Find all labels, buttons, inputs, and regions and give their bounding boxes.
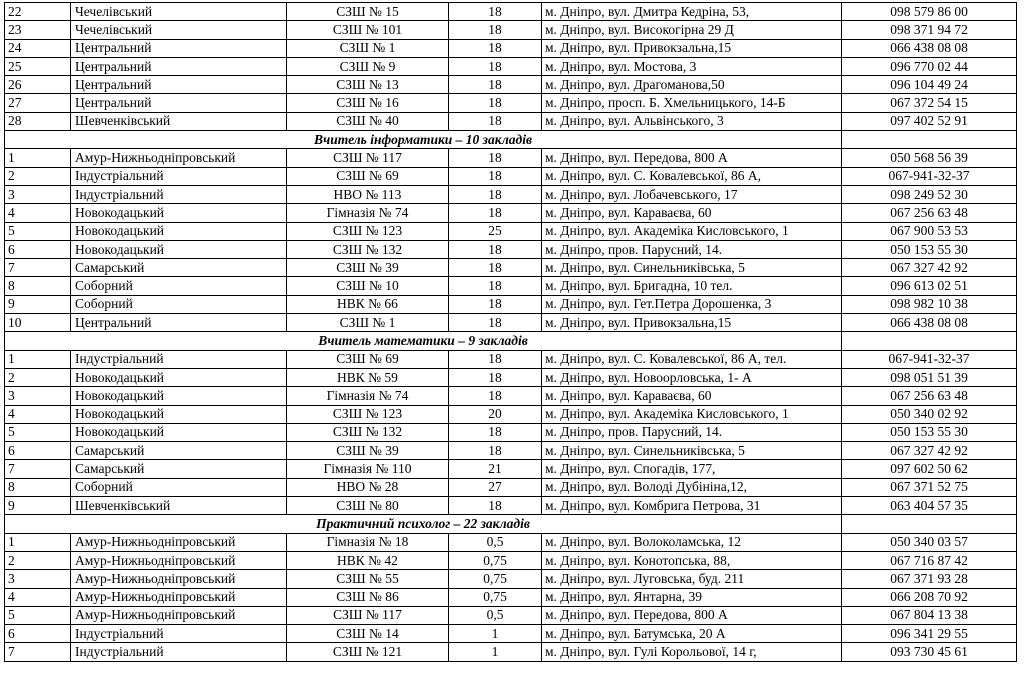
vacancies-table <box>4 2 1017 662</box>
phone-cell: 067 371 52 75 <box>842 478 1017 496</box>
school-cell: СЗШ № 86 <box>287 588 449 606</box>
address-cell: м. Дніпро, вул. Спогадів, 177, <box>542 460 842 478</box>
address-cell: м. Дніпро, вул. Лобачевського, 17 <box>542 185 842 203</box>
phone-cell: 098 051 51 39 <box>842 368 1017 386</box>
school-cell: Гімназія № 18 <box>287 533 449 551</box>
phone-cell: 063 404 57 35 <box>842 497 1017 515</box>
address-cell: м. Дніпро, вул. Конотопська, 88, <box>542 551 842 569</box>
table-row <box>5 423 1017 441</box>
hours-cell: 18 <box>449 423 542 441</box>
address-cell: м. Дніпро, вул. Альвінського, 3 <box>542 112 842 130</box>
address-cell: м. Дніпро, вул. Мостова, 3 <box>542 57 842 75</box>
address-cell: м. Дніпро, вул. Гет.Петра Дорошенка, 3 <box>542 295 842 313</box>
hours-cell: 27 <box>449 478 542 496</box>
district-cell: Амур-Нижньодніпровський <box>71 149 287 167</box>
hours-cell: 0,75 <box>449 588 542 606</box>
hours-cell: 18 <box>449 277 542 295</box>
row-number: 22 <box>5 3 71 21</box>
address-cell: м. Дніпро, вул. Бригадна, 10 тел. <box>542 277 842 295</box>
district-cell: Шевченківський <box>71 112 287 130</box>
hours-cell: 0,5 <box>449 606 542 624</box>
school-cell: СЗШ № 69 <box>287 167 449 185</box>
address-cell: м. Дніпро, вул. Новоорловська, 1- А <box>542 368 842 386</box>
table-row <box>5 405 1017 423</box>
row-number: 5 <box>5 423 71 441</box>
school-cell: СЗШ № 117 <box>287 149 449 167</box>
table-row <box>5 368 1017 386</box>
phone-cell: 097 602 50 62 <box>842 460 1017 478</box>
section-heading-empty-cell <box>842 515 1017 533</box>
table-row <box>5 588 1017 606</box>
table-row <box>5 57 1017 75</box>
hours-cell: 0,5 <box>449 533 542 551</box>
school-cell: НВО № 113 <box>287 185 449 203</box>
row-number: 7 <box>5 259 71 277</box>
table-row <box>5 442 1017 460</box>
table-row <box>5 533 1017 551</box>
school-cell: Гімназія № 74 <box>287 204 449 222</box>
hours-cell: 18 <box>449 149 542 167</box>
phone-cell: 096 104 49 24 <box>842 76 1017 94</box>
row-number: 6 <box>5 240 71 258</box>
table-row <box>5 222 1017 240</box>
address-cell: м. Дніпро, вул. Комбрига Петрова, 31 <box>542 497 842 515</box>
table-row <box>5 497 1017 515</box>
district-cell: Соборний <box>71 478 287 496</box>
school-cell: Гімназія № 110 <box>287 460 449 478</box>
district-cell: Центральний <box>71 76 287 94</box>
row-number: 28 <box>5 112 71 130</box>
school-cell: СЗШ № 1 <box>287 314 449 332</box>
hours-cell: 18 <box>449 204 542 222</box>
school-cell: НВК № 42 <box>287 551 449 569</box>
row-number: 4 <box>5 204 71 222</box>
hours-cell: 1 <box>449 643 542 661</box>
district-cell: Чечелівський <box>71 3 287 21</box>
table-row <box>5 21 1017 39</box>
school-cell: СЗШ № 101 <box>287 21 449 39</box>
district-cell: Новокодацький <box>71 387 287 405</box>
school-cell: СЗШ № 1 <box>287 39 449 57</box>
address-cell: м. Дніпро, вул. Академіка Кисловського, 1 <box>542 405 842 423</box>
address-cell: м. Дніпро, вул. Привокзальна,15 <box>542 314 842 332</box>
row-number: 6 <box>5 625 71 643</box>
address-cell: м. Дніпро, вул. Караваєва, 60 <box>542 204 842 222</box>
district-cell: Шевченківський <box>71 497 287 515</box>
row-number: 26 <box>5 76 71 94</box>
hours-cell: 18 <box>449 314 542 332</box>
phone-cell: 097 402 52 91 <box>842 112 1017 130</box>
phone-cell: 066 208 70 92 <box>842 588 1017 606</box>
row-number: 4 <box>5 588 71 606</box>
address-cell: м. Дніпро, вул. Привокзальна,15 <box>542 39 842 57</box>
address-cell: м. Дніпро, вул. Передова, 800 А <box>542 149 842 167</box>
phone-cell: 096 770 02 44 <box>842 57 1017 75</box>
phone-cell: 067 327 42 92 <box>842 259 1017 277</box>
school-cell: СЗШ № 14 <box>287 625 449 643</box>
table-row <box>5 570 1017 588</box>
address-cell: м. Дніпро, вул. Волоколамська, 12 <box>542 533 842 551</box>
address-cell: м. Дніпро, вул. Батумська, 20 А <box>542 625 842 643</box>
district-cell: Новокодацький <box>71 240 287 258</box>
table-row <box>5 643 1017 661</box>
phone-cell: 066 438 08 08 <box>842 314 1017 332</box>
phone-cell: 096 613 02 51 <box>842 277 1017 295</box>
hours-cell: 18 <box>449 497 542 515</box>
district-cell: Центральний <box>71 39 287 57</box>
section-heading: Вчитель інформатики – 10 закладів <box>5 131 842 149</box>
phone-cell: 067-941-32-37 <box>842 350 1017 368</box>
table-row <box>5 185 1017 203</box>
table-row <box>5 3 1017 21</box>
hours-cell: 1 <box>449 625 542 643</box>
hours-cell: 18 <box>449 442 542 460</box>
row-number: 1 <box>5 533 71 551</box>
hours-cell: 18 <box>449 94 542 112</box>
row-number: 23 <box>5 21 71 39</box>
school-cell: СЗШ № 117 <box>287 606 449 624</box>
table-row <box>5 295 1017 313</box>
table-row <box>5 94 1017 112</box>
hours-cell: 18 <box>449 167 542 185</box>
hours-cell: 18 <box>449 39 542 57</box>
section-heading-empty-cell <box>842 332 1017 350</box>
row-number: 3 <box>5 185 71 203</box>
address-cell: м. Дніпро, вул. Дмитра Кедріна, 53, <box>542 3 842 21</box>
district-cell: Індустріальний <box>71 185 287 203</box>
hours-cell: 18 <box>449 368 542 386</box>
phone-cell: 067 256 63 48 <box>842 387 1017 405</box>
hours-cell: 18 <box>449 112 542 130</box>
row-number: 24 <box>5 39 71 57</box>
phone-cell: 050 153 55 30 <box>842 240 1017 258</box>
school-cell: СЗШ № 80 <box>287 497 449 515</box>
row-number: 4 <box>5 405 71 423</box>
table-row <box>5 314 1017 332</box>
row-number: 2 <box>5 551 71 569</box>
phone-cell: 050 340 02 92 <box>842 405 1017 423</box>
phone-cell: 067 372 54 15 <box>842 94 1017 112</box>
address-cell: м. Дніпро, вул. Синельниківська, 5 <box>542 259 842 277</box>
phone-cell: 066 438 08 08 <box>842 39 1017 57</box>
district-cell: Самарський <box>71 442 287 460</box>
hours-cell: 20 <box>449 405 542 423</box>
row-number: 3 <box>5 570 71 588</box>
district-cell: Індустріальний <box>71 625 287 643</box>
row-number: 10 <box>5 314 71 332</box>
phone-cell: 050 153 55 30 <box>842 423 1017 441</box>
school-cell: СЗШ № 15 <box>287 3 449 21</box>
hours-cell: 0,75 <box>449 551 542 569</box>
district-cell: Новокодацький <box>71 204 287 222</box>
table-row <box>5 167 1017 185</box>
section-heading-row <box>5 131 1017 149</box>
table-row <box>5 112 1017 130</box>
phone-cell: 067 256 63 48 <box>842 204 1017 222</box>
school-cell: Гімназія № 74 <box>287 387 449 405</box>
district-cell: Амур-Нижньодніпровський <box>71 606 287 624</box>
address-cell: м. Дніпро, вул. Високогірна 29 Д <box>542 21 842 39</box>
hours-cell: 18 <box>449 185 542 203</box>
district-cell: Новокодацький <box>71 368 287 386</box>
hours-cell: 18 <box>449 21 542 39</box>
district-cell: Соборний <box>71 277 287 295</box>
row-number: 27 <box>5 94 71 112</box>
school-cell: СЗШ № 40 <box>287 112 449 130</box>
school-cell: СЗШ № 132 <box>287 240 449 258</box>
address-cell: м. Дніпро, вул. Гулі Корольової, 14 г, <box>542 643 842 661</box>
row-number: 3 <box>5 387 71 405</box>
row-number: 6 <box>5 442 71 460</box>
phone-cell: 093 730 45 61 <box>842 643 1017 661</box>
table-row <box>5 625 1017 643</box>
phone-cell: 067-941-32-37 <box>842 167 1017 185</box>
district-cell: Чечелівський <box>71 21 287 39</box>
address-cell: м. Дніпро, просп. Б. Хмельницького, 14-Б <box>542 94 842 112</box>
phone-cell: 067 327 42 92 <box>842 442 1017 460</box>
district-cell: Індустріальний <box>71 167 287 185</box>
district-cell: Амур-Нижньодніпровський <box>71 570 287 588</box>
row-number: 8 <box>5 277 71 295</box>
table-row <box>5 478 1017 496</box>
address-cell: м. Дніпро, вул. Володі Дубініна,12, <box>542 478 842 496</box>
address-cell: м. Дніпро, пров. Парусний, 14. <box>542 240 842 258</box>
row-number: 8 <box>5 478 71 496</box>
district-cell: Соборний <box>71 295 287 313</box>
address-cell: м. Дніпро, вул. Караваєва, 60 <box>542 387 842 405</box>
row-number: 2 <box>5 167 71 185</box>
hours-cell: 18 <box>449 76 542 94</box>
section-heading-empty-cell <box>842 131 1017 149</box>
hours-cell: 21 <box>449 460 542 478</box>
district-cell: Самарський <box>71 259 287 277</box>
row-number: 7 <box>5 643 71 661</box>
table-row <box>5 76 1017 94</box>
phone-cell: 050 340 03 57 <box>842 533 1017 551</box>
district-cell: Центральний <box>71 314 287 332</box>
address-cell: м. Дніпро, вул. Передова, 800 А <box>542 606 842 624</box>
school-cell: СЗШ № 10 <box>287 277 449 295</box>
section-heading-row <box>5 332 1017 350</box>
address-cell: м. Дніпро, вул. Драгоманова,50 <box>542 76 842 94</box>
hours-cell: 18 <box>449 295 542 313</box>
district-cell: Амур-Нижньодніпровський <box>71 533 287 551</box>
table-row <box>5 204 1017 222</box>
table-row <box>5 350 1017 368</box>
school-cell: СЗШ № 16 <box>287 94 449 112</box>
address-cell: м. Дніпро, вул. Академіка Кисловського, 1 <box>542 222 842 240</box>
district-cell: Новокодацький <box>71 222 287 240</box>
hours-cell: 18 <box>449 57 542 75</box>
school-cell: НВК № 66 <box>287 295 449 313</box>
school-cell: СЗШ № 123 <box>287 222 449 240</box>
phone-cell: 067 371 93 28 <box>842 570 1017 588</box>
school-cell: НВО № 28 <box>287 478 449 496</box>
row-number: 2 <box>5 368 71 386</box>
school-cell: СЗШ № 55 <box>287 570 449 588</box>
district-cell: Індустріальний <box>71 643 287 661</box>
row-number: 1 <box>5 350 71 368</box>
table-row <box>5 39 1017 57</box>
address-cell: м. Дніпро, вул. С. Ковалевської, 86 А, тел. <box>542 350 842 368</box>
phone-cell: 098 249 52 30 <box>842 185 1017 203</box>
hours-cell: 18 <box>449 387 542 405</box>
phone-cell: 096 341 29 55 <box>842 625 1017 643</box>
row-number: 1 <box>5 149 71 167</box>
phone-cell: 098 579 86 00 <box>842 3 1017 21</box>
school-cell: СЗШ № 39 <box>287 259 449 277</box>
district-cell: Новокодацький <box>71 423 287 441</box>
school-cell: СЗШ № 121 <box>287 643 449 661</box>
address-cell: м. Дніпро, вул. Синельниківська, 5 <box>542 442 842 460</box>
section-heading: Вчитель математики – 9 закладів <box>5 332 842 350</box>
phone-cell: 098 371 94 72 <box>842 21 1017 39</box>
hours-cell: 18 <box>449 350 542 368</box>
table-row <box>5 259 1017 277</box>
address-cell: м. Дніпро, вул. С. Ковалевської, 86 А, <box>542 167 842 185</box>
school-cell: СЗШ № 39 <box>287 442 449 460</box>
row-number: 9 <box>5 497 71 515</box>
table-row <box>5 240 1017 258</box>
district-cell: Самарський <box>71 460 287 478</box>
hours-cell: 18 <box>449 259 542 277</box>
district-cell: Амур-Нижньодніпровський <box>71 588 287 606</box>
hours-cell: 0,75 <box>449 570 542 588</box>
hours-cell: 25 <box>449 222 542 240</box>
table-row <box>5 277 1017 295</box>
school-cell: СЗШ № 123 <box>287 405 449 423</box>
row-number: 5 <box>5 222 71 240</box>
school-cell: СЗШ № 13 <box>287 76 449 94</box>
address-cell: м. Дніпро, вул. Луговська, буд. 211 <box>542 570 842 588</box>
phone-cell: 067 900 53 53 <box>842 222 1017 240</box>
table-row <box>5 387 1017 405</box>
table-row <box>5 551 1017 569</box>
school-cell: СЗШ № 132 <box>287 423 449 441</box>
school-cell: НВК № 59 <box>287 368 449 386</box>
district-cell: Центральний <box>71 57 287 75</box>
phone-cell: 098 982 10 38 <box>842 295 1017 313</box>
table-row <box>5 149 1017 167</box>
hours-cell: 18 <box>449 3 542 21</box>
row-number: 7 <box>5 460 71 478</box>
school-cell: СЗШ № 9 <box>287 57 449 75</box>
hours-cell: 18 <box>449 240 542 258</box>
table-row <box>5 606 1017 624</box>
row-number: 25 <box>5 57 71 75</box>
phone-cell: 067 804 13 38 <box>842 606 1017 624</box>
vacancies-table-body <box>5 3 1017 662</box>
phone-cell: 050 568 56 39 <box>842 149 1017 167</box>
phone-cell: 067 716 87 42 <box>842 551 1017 569</box>
address-cell: м. Дніпро, пров. Парусний, 14. <box>542 423 842 441</box>
section-heading-row <box>5 515 1017 533</box>
district-cell: Новокодацький <box>71 405 287 423</box>
section-heading: Практичний психолог – 22 закладів <box>5 515 842 533</box>
school-cell: СЗШ № 69 <box>287 350 449 368</box>
district-cell: Індустріальний <box>71 350 287 368</box>
row-number: 5 <box>5 606 71 624</box>
district-cell: Амур-Нижньодніпровський <box>71 551 287 569</box>
address-cell: м. Дніпро, вул. Янтарна, 39 <box>542 588 842 606</box>
row-number: 9 <box>5 295 71 313</box>
table-row <box>5 460 1017 478</box>
district-cell: Центральний <box>71 94 287 112</box>
